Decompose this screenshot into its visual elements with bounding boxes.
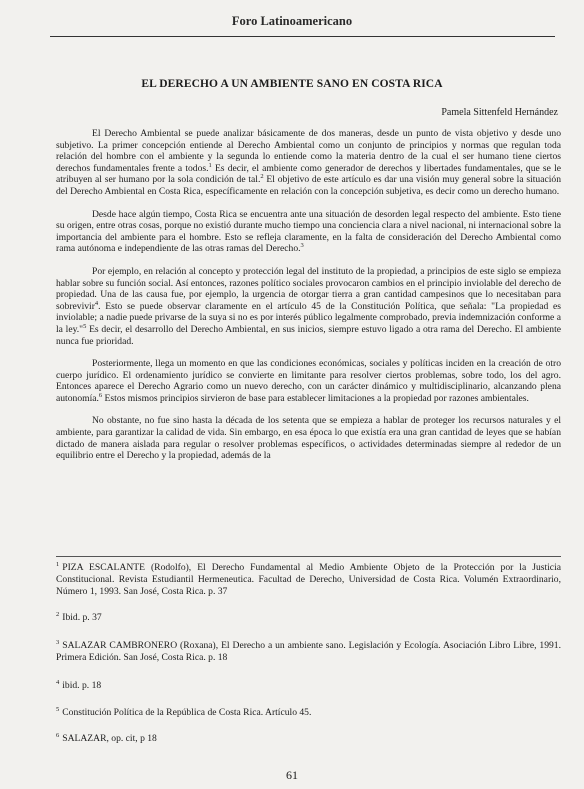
footnote-1	[56, 562, 561, 597]
article-body	[56, 128, 561, 462]
footnote-text: Ibid. p. 37	[62, 612, 102, 623]
paragraph-5	[56, 415, 561, 461]
footnote-ref: 1	[208, 161, 212, 169]
footnote-6	[56, 733, 561, 745]
paragraph-2	[56, 209, 561, 255]
footnote-number: 4	[56, 678, 60, 686]
footnote-ref: 6	[98, 391, 103, 399]
paragraph-4-text-a: Posteriormente, llega un momento en que las condiciones económicas, sociales y políticas inciden en la creación de otro cuerpo jurídico. El ordenamiento jurídico se convierte en limitante para resolver ciertos problemas, sobre todo, los del agro. Entonces aparece el Derecho Agrario como un nuevo derecho, con un carácter dinámico y multidisciplinario, alcanzando plena autonomía.	[56, 358, 561, 404]
footnote-ref: 4	[94, 299, 99, 307]
paragraph-4	[56, 358, 561, 404]
footnote-number: 5	[56, 705, 60, 713]
author-name: Pamela Sittenfeld Hernández	[441, 107, 558, 118]
footnote-3	[56, 640, 561, 664]
footnote-ref: 5	[83, 322, 87, 330]
footnote-text: PIZA ESCALANTE (Rodolfo), El Derecho Fundamental al Medio Ambiente Objeto de la Protección por la Justicia Constitucional. Revista Estudiantil Hermeneutica. Facultad de Derecho, Universidad de Costa Rica. Volumén Extraordinario, Número 1, 1993. San José, Costa Rica. p. 37	[56, 562, 561, 597]
running-head: Foro Latinoamericano	[231, 14, 353, 28]
paragraph-1-text-c: El objetivo de este artículo es dar una visión muy general sobre la situación del Derecho Ambiental en Costa Rica, específicamente en relación con la concepción subjetiva, es decir como un derecho humano.	[56, 174, 562, 197]
footnote-number: 1	[56, 560, 60, 568]
paragraph-3-text-a: Por ejemplo, en relación al concepto y protección legal del instituto de la propiedad, a principios de este siglo se empieza hablar sobre su función social. Así entonces, razones político sociales provocaron cambios en el principio inviolable del derecho de propiedad. Una de las causa fue, por ejemplo, la urgencia de otorgar tierra a gran cantidad campesinos que lo necesitaban para sobrevivir	[56, 265, 561, 312]
footnote-text: SALAZAR, op. cit, p 18	[62, 733, 157, 744]
paragraph-4-text-b: Estos mismos principios sirvieron de base para establecer limitaciones a la propiedad por razones ambientales.	[102, 392, 529, 404]
footnote-ref: 3	[300, 242, 304, 250]
paragraph-3-text-b: . Esto se puede observar claramente en el artículo 45 de la Constitución Política, que señala: "La propiedad es inviolable; a nadie puede privarse de la suya si no es por interés público legalmente comprobado, previa indemnización conforme a la ley."	[56, 300, 561, 335]
article-title: EL DERECHO A UN AMBIENTE SANO EN COSTA RICA	[141, 78, 443, 90]
footnote-ref: 2	[260, 173, 264, 181]
paragraph-3-text-c: Es decir, el desarrollo del Derecho Ambiental, en sus inicios, siempre estuvo ligado a otra rama del Derecho. El ambiente nunca fue prioridad.	[56, 323, 562, 347]
footnote-4	[56, 680, 561, 692]
header-rule	[50, 36, 555, 37]
footnote-5	[56, 707, 561, 719]
footnote-number: 3	[56, 638, 60, 646]
footnote-number: 2	[56, 610, 60, 618]
paragraph-5-text-a: No obstante, no fue sino hasta la década de los setenta que se empieza a hablar de proteger los recursos naturales y el ambiente, para garantizar la calidad de vida. Sin embargo, en esa época lo que existía era una gran cantidad de leyes que se habían dictado de manera aislada para regular o resolver problemas específicos, o actividades determinadas siempre al rededor de un equilibrio entre el Derecho y la propiedad, además de la	[56, 415, 561, 462]
footnote-2	[56, 612, 561, 624]
paragraph-1-text-a: El Derecho Ambiental se puede analizar básicamente de dos maneras, desde un punto de vista objetivo y desde uno subjetivo. La primer concepción entiende al Derecho Ambiental como un conjunto de principios y normas que regulan toda relación del hombre con el ambiente y la segunda lo entiende como la materia dentro de la cual el ser humano tiene ciertos derechos fundamentales frente a todos.	[56, 128, 561, 174]
footnote-text: SALAZAR CAMBRONERO (Roxana), El Derecho a un ambiente sano. Legislación y Ecología. Asociación Libro Libre, 1991. Primera Edición. San José, Costa Rica. p. 18	[56, 640, 561, 663]
paragraph-2-text-a: Desde hace algún tiempo, Costa Rica se encuentra ante una situación de desorden legal respecto del ambiente. Esto tiene su origen, entre otras cosas, porque no existió durante mucho tiempo una conciencia clara a nivel nacional, ni internacional sobre la importancia del ambiente para el hombre. Esto se refleja claramente, en la falta de consideración del Derecho Ambiental como rama autónoma e independiente de las otras ramas del Derecho.	[56, 208, 561, 255]
footnote-text: Constitución Política de la República de Costa Rica. Artículo 45.	[62, 707, 312, 718]
footnote-rule	[56, 556, 561, 557]
paragraph-1	[56, 128, 561, 198]
footnote-text: ibid. p. 18	[62, 680, 102, 691]
footnote-number: 6	[56, 731, 60, 739]
paragraph-3	[56, 266, 561, 347]
page-number: 61	[286, 768, 298, 782]
paragraph-1-text-b: Es decir, el ambiente como generador de derechos y libertades fundamentales, que se le atribuyen al ser humano por la sola condición de tal.	[56, 162, 561, 186]
